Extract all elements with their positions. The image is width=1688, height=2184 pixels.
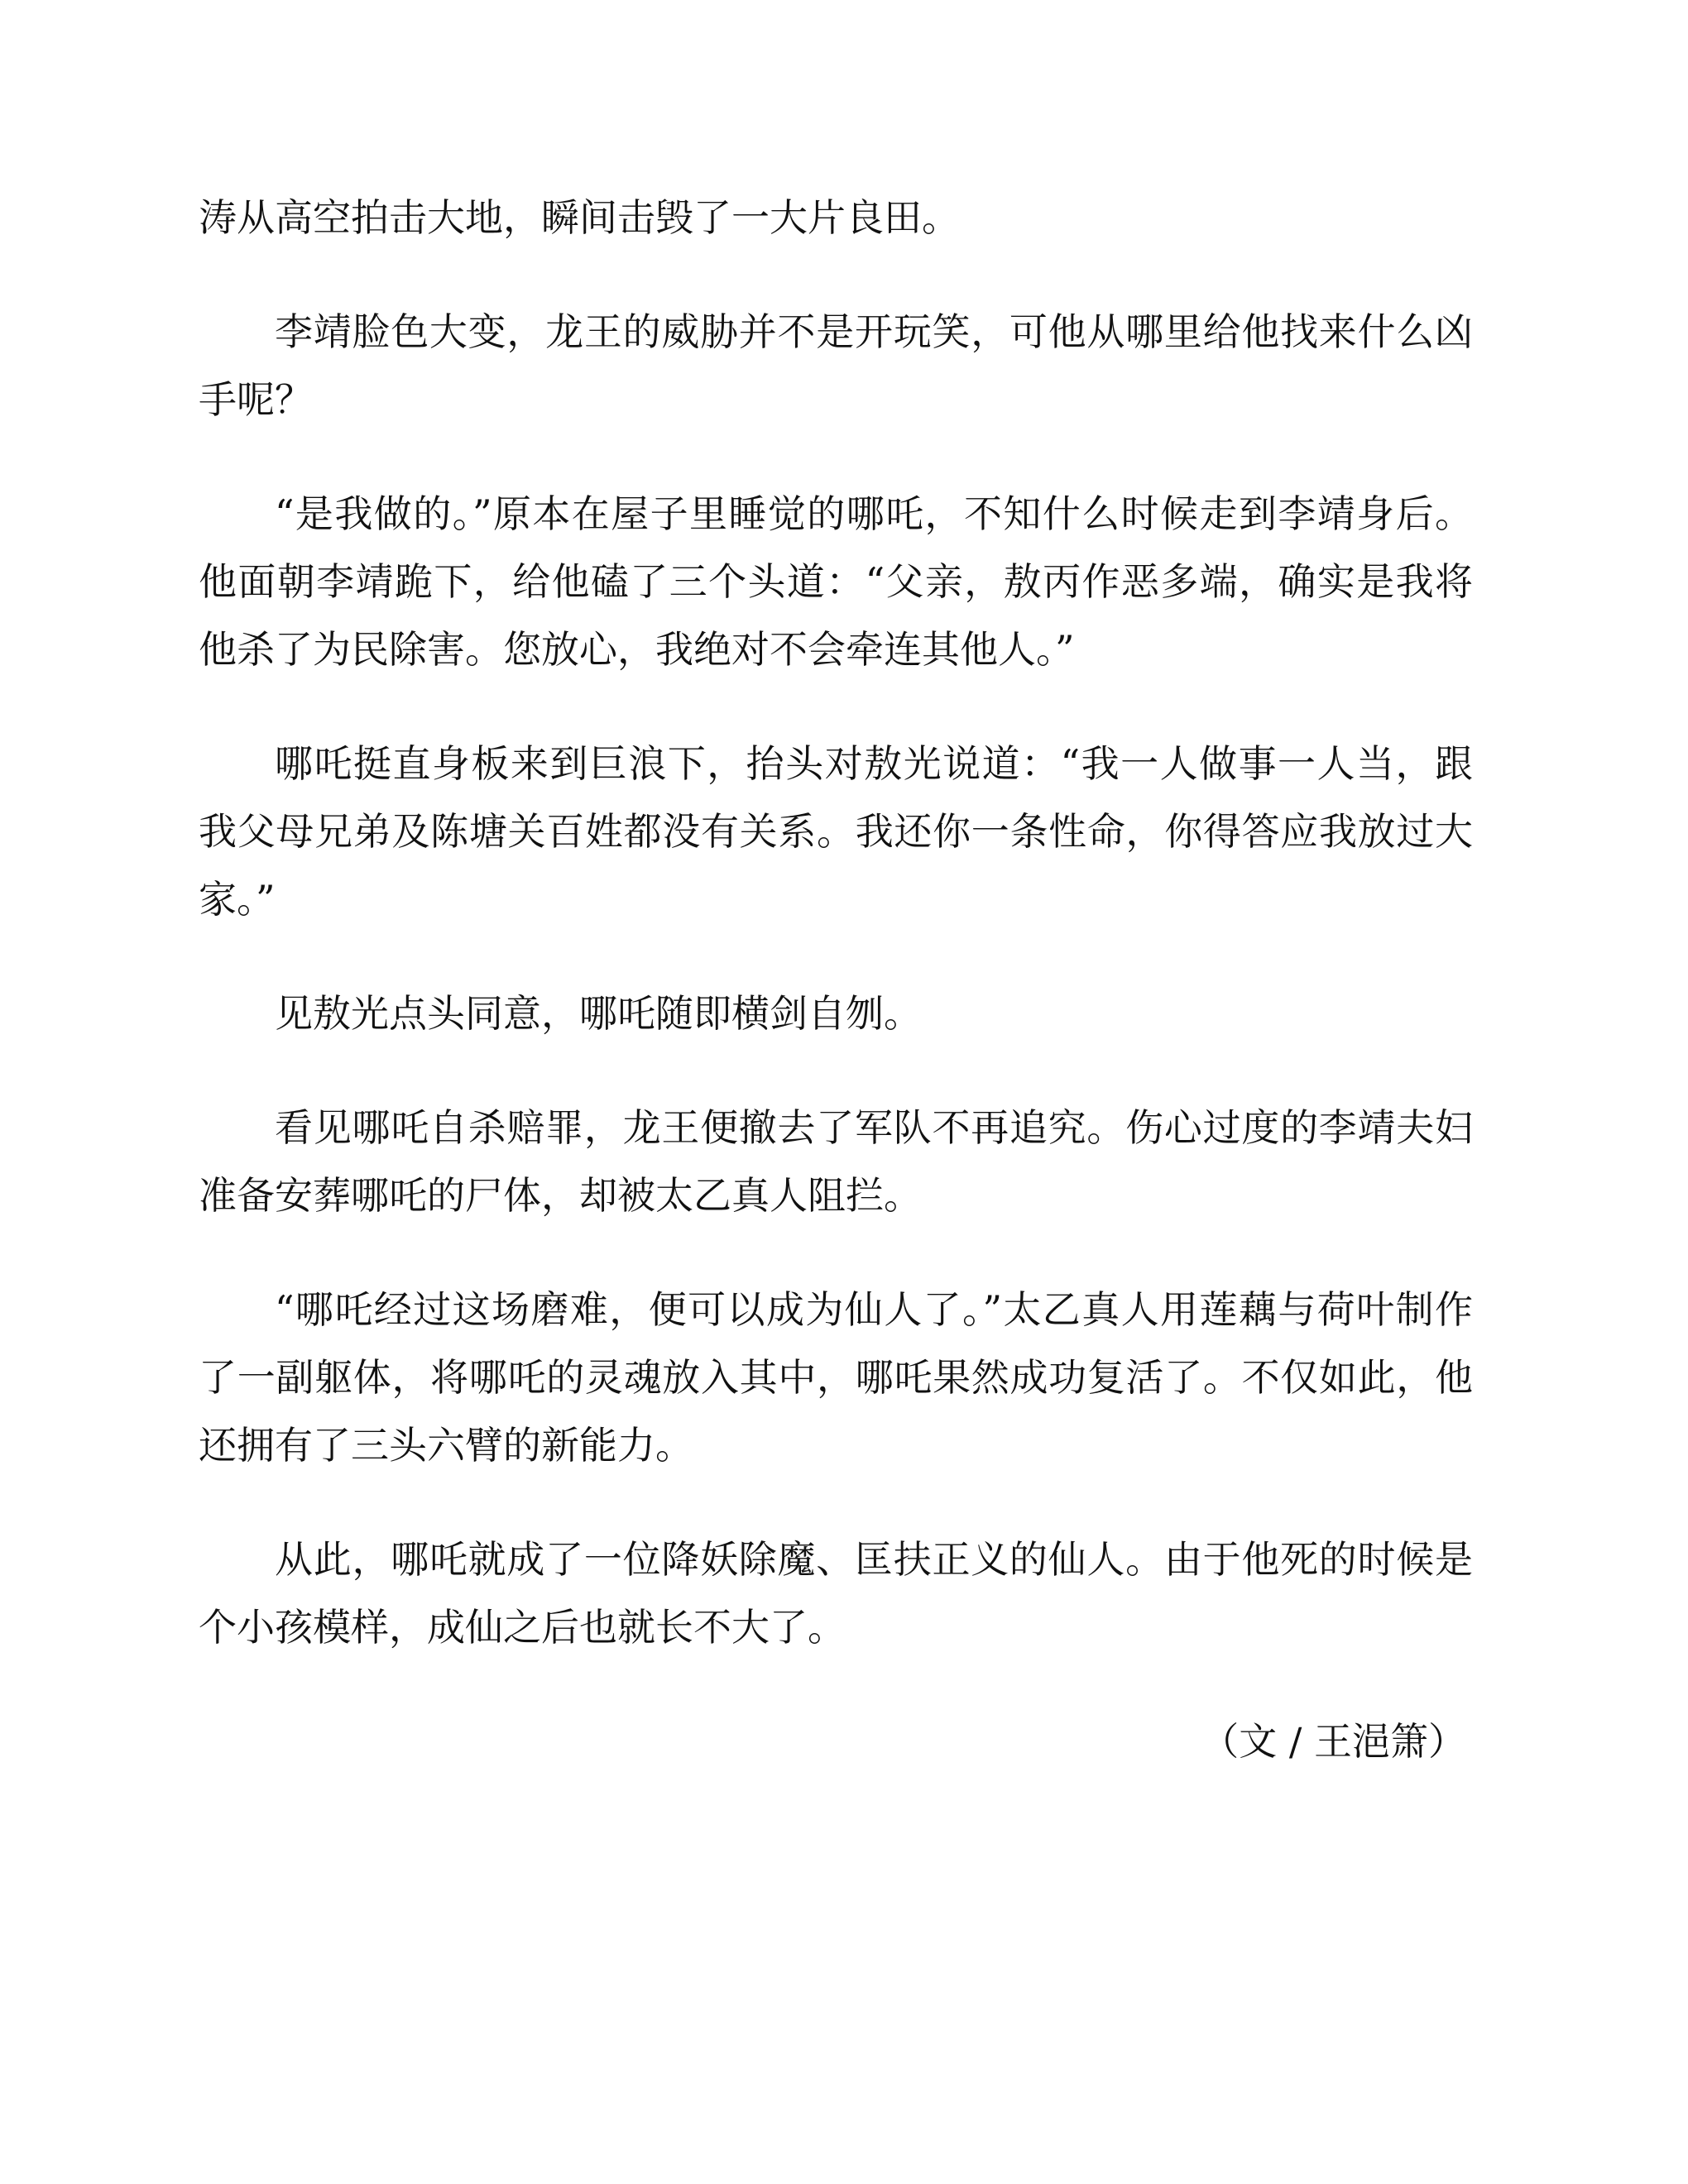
paragraph-8: 从此，哪吒就成了一位降妖除魔、匡扶正义的仙人。由于他死的时候是个小孩模样，成仙之后也就长不大了。: [199, 1537, 1473, 1650]
author-credit: （文 / 王浥箫）: [1201, 1719, 1466, 1764]
paragraph-4: 哪吒挺直身板来到巨浪下，抬头对敖光说道：“我一人做事一人当，跟我父母兄弟及陈塘关百姓都没有关系。我还你一条性命，你得答应我放过大家。”: [199, 741, 1473, 922]
story-text: [199, 184, 1473, 1775]
paragraph-3: “是我做的。”原本在屋子里睡觉的哪吒，不知什么时候走到李靖身后。他面朝李靖跪下，给他磕了三个头道：“父亲，敖丙作恶多端，确实是我将他杀了为民除害。您放心，我绝对不会牵连其他人。”: [199, 491, 1473, 672]
paragraph-2: 李靖脸色大变，龙王的威胁并不是开玩笑，可他从哪里给他找来什么凶手呢？: [199, 309, 1473, 422]
paragraph-7: “哪吒经过这场磨难，便可以成为仙人了。”太乙真人用莲藕与荷叶制作了一副躯体，将哪吒的灵魂放入其中，哪吒果然成功复活了。不仅如此，他还拥有了三头六臂的新能力。: [199, 1287, 1473, 1468]
paragraph-6: 看见哪吒自杀赔罪，龙王便撤去了军队不再追究。伤心过度的李靖夫妇准备安葬哪吒的尸体，却被太乙真人阻拦。: [199, 1105, 1473, 1218]
paragraph-1: 涛从高空拍击大地，瞬间击毁了一大片良田。: [199, 195, 960, 240]
paragraph-5: 见敖光点头同意，哪吒随即横剑自刎。: [275, 991, 922, 1036]
